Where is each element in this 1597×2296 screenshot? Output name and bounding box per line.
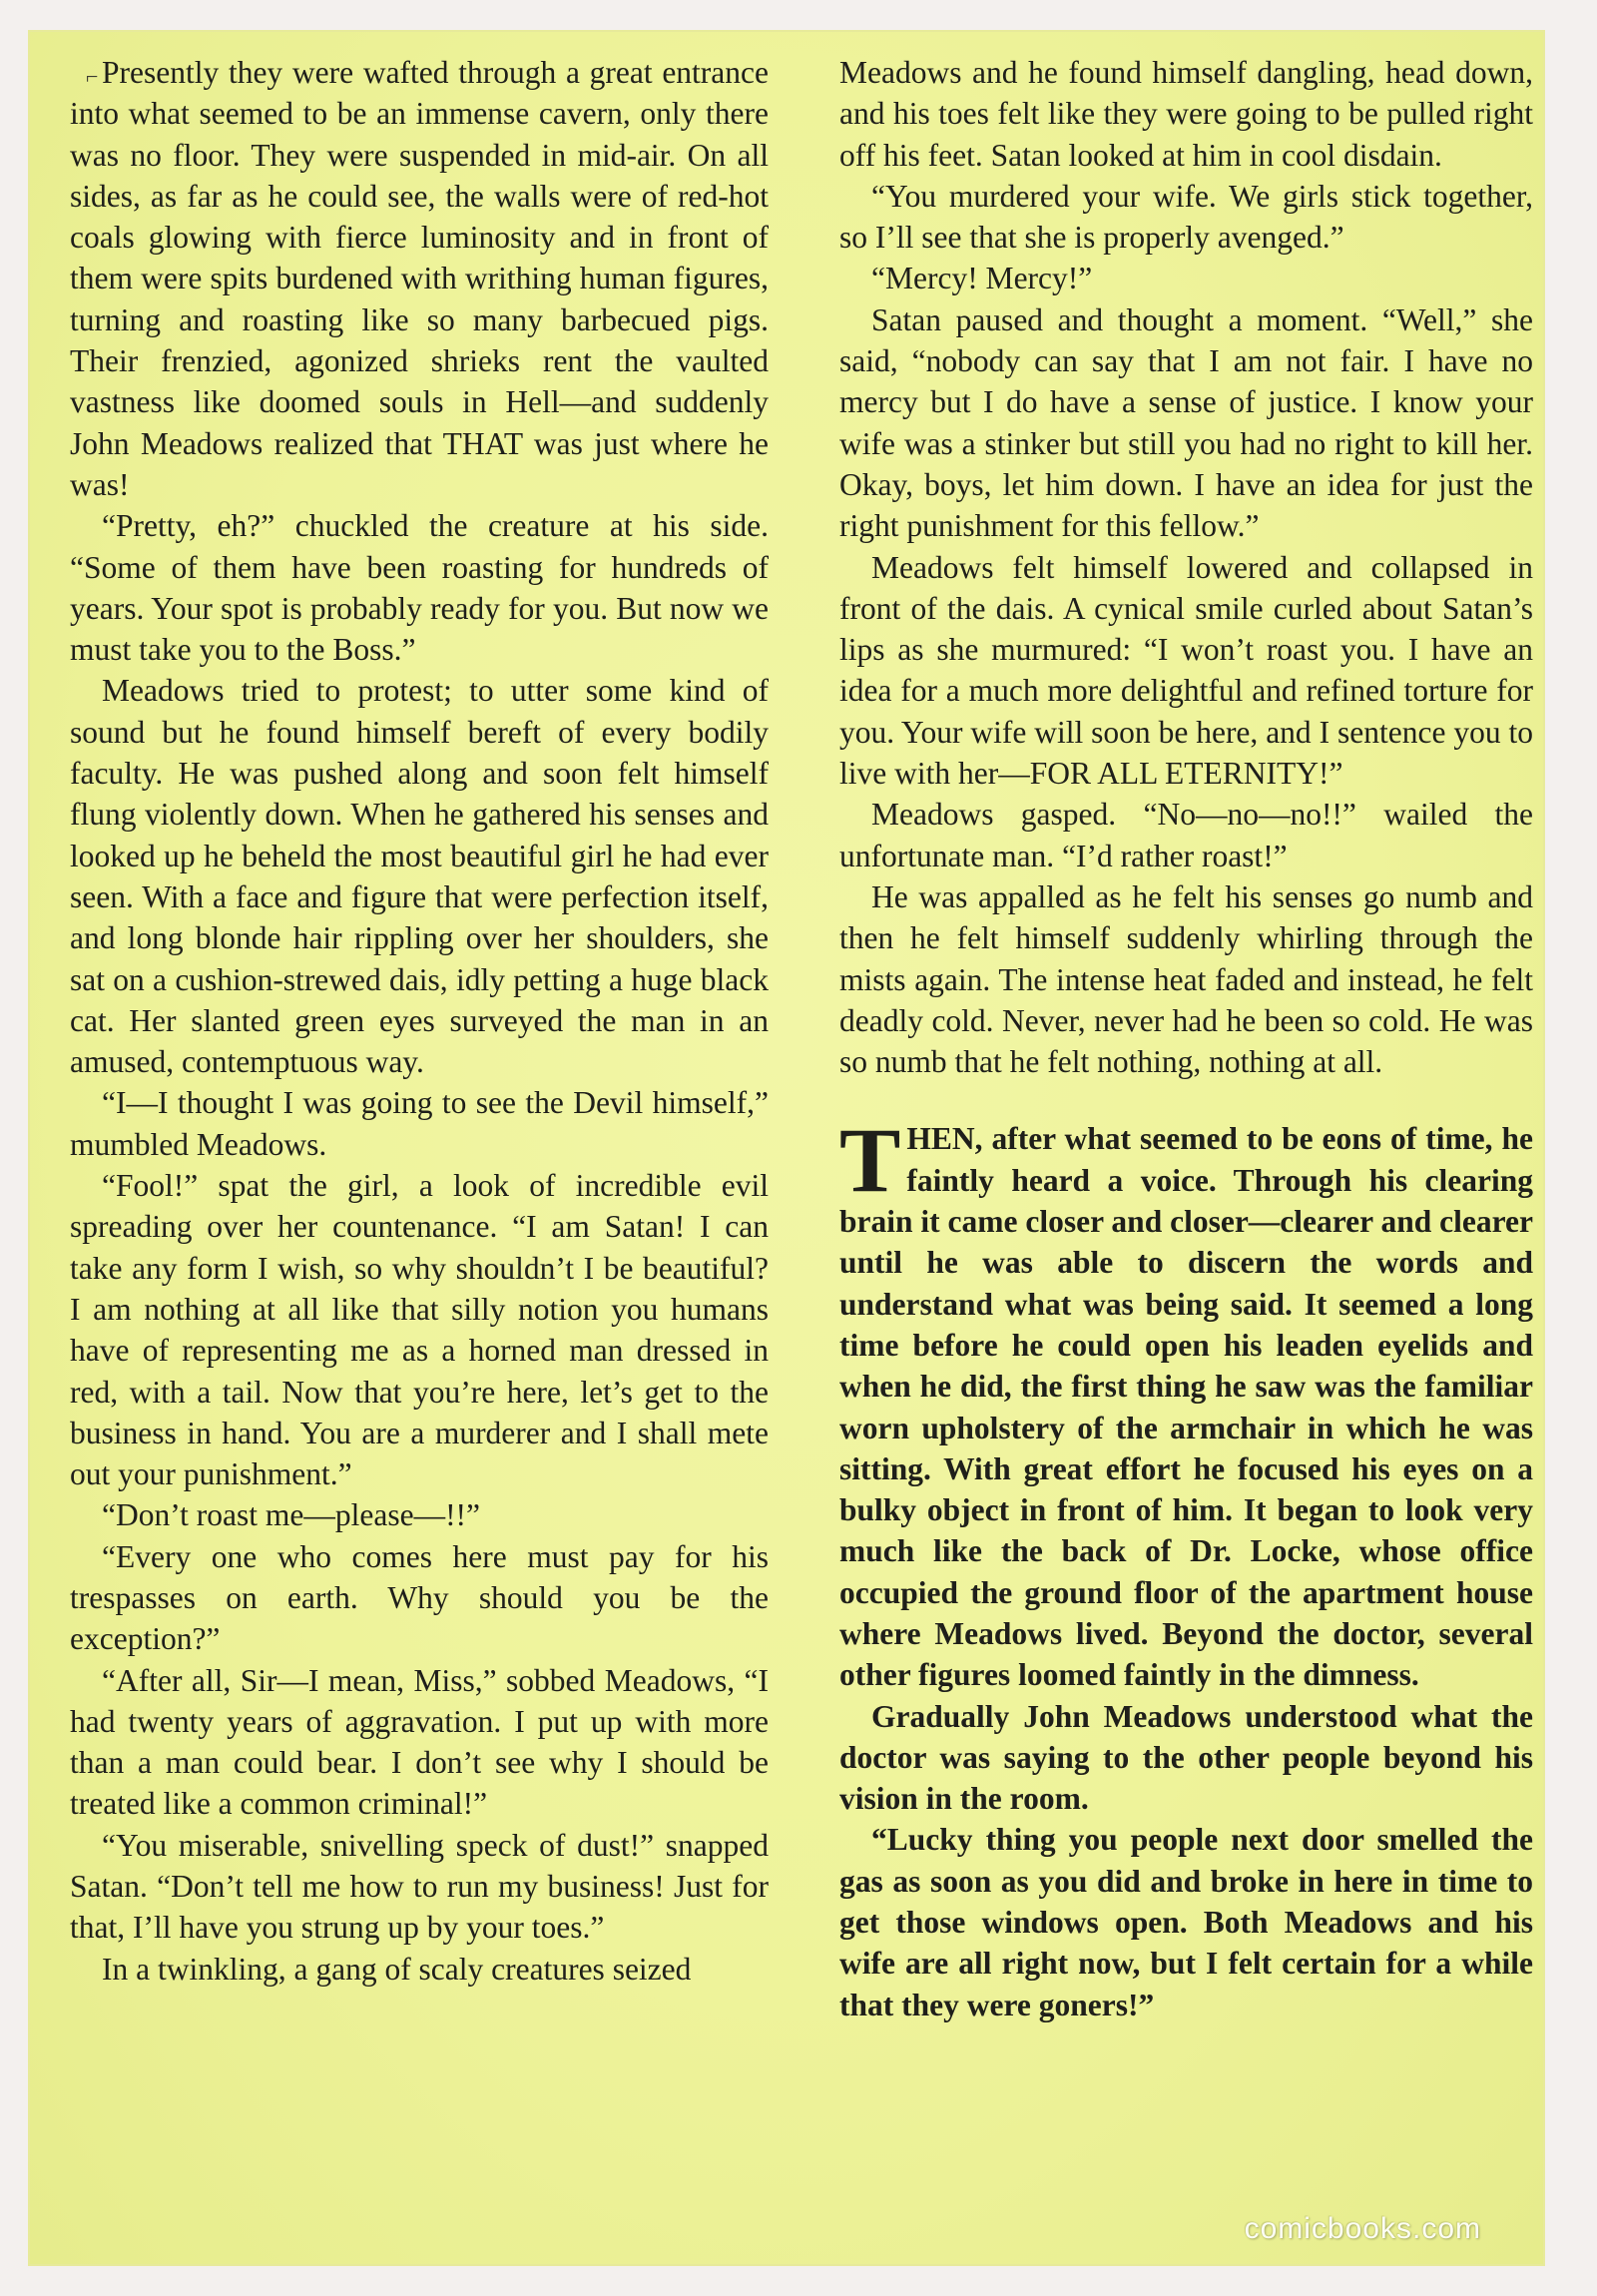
paragraph: “You miserable, snivelling speck of dust!” snapped Satan. “Don’t tell me how to run my business! Just for that, I’ll have you strung up by your toes.” <box>70 1827 769 1946</box>
paragraph: “Fool!” spat the girl, a look of incredible evil spreading over her countenance. “I am Satan! I can take any form I wish, so why shouldn’t I be beautiful? I am nothing at all like that silly notion you humans have of representing me as a horned man dressed in red, with a tail. Now that you’re here, let’s get to the business in hand. You are a murderer and I shall mete out your punishment.” <box>70 1168 769 1492</box>
corner-mark: ⌐ <box>86 64 99 89</box>
paragraph: “You murdered your wife. We girls stick together, so I’ll see that she is properly avenged.” <box>839 178 1533 256</box>
right-column <box>839 52 1533 2025</box>
paragraph: In a twinkling, a gang of scaly creatures seized <box>102 1951 692 1987</box>
continued-paragraph: Meadows and he found himself dangling, head down, and his toes felt like they were going to be pulled right off his feet. Satan looked at him in cool disdain. <box>839 55 1533 173</box>
paragraph: Meadows felt himself lowered and collapsed in front of the dais. A cynical smile curled about Satan’s lips as she murmured: “I won’t roast you. I have an idea for a much more delightful and refined torture for you. Your wife will soon be here, and I sentence you to live with her—FOR ALL ETERNITY!” <box>839 549 1533 792</box>
paragraph: Presently they were wafted through a great entrance into what seemed to be an immense cavern, only there was no floor. They were suspended in mid-air. On all sides, as far as he could see, the walls were of red-hot coals glowing with fierce luminosity and in front of them were spits burdened with writhing human figures, turning and roasting like so many barbecued pigs. Their frenzied, agonized shrieks rent the vaulted vastness like doomed souls in Hell—and suddenly John Meadows realized that THAT was just where he was! <box>70 55 769 502</box>
dropcap-paragraph-text: HEN, after what seemed to be eons of time, he faintly heard a voice. Through his clearing brain it came closer and closer—clearer and clearer until he was able to discern the words and understand what was being said. It seemed a long time before he could open his leaden eyelids and when he did, the first thing he saw was the familiar worn upholstery of the armchair in which he was sitting. With great effort he focused his eyes on a bulky object in front of him. It began to look very much like the back of Dr. Locke, whose office occupied the ground floor of the apartment house where Meadows lived. Beyond the doctor, several other figures loomed faintly in the dimness. <box>839 1121 1533 1693</box>
left-column <box>70 52 769 1990</box>
paragraph: Meadows gasped. “No—no—no!!” wailed the unfortunate man. “I’d rather roast!” <box>839 797 1533 873</box>
paragraph: “I—I thought I was going to see the Devil himself,” mumbled Meadows. <box>70 1085 769 1162</box>
paragraph: Meadows tried to protest; to utter some kind of sound but he found himself bereft of every bodily faculty. He was pushed along and soon felt himself flung violently down. When he gathered his senses and looked up he beheld the most beautiful girl he had ever seen. With a face and figure that were perfection itself, and long blonde hair rippling over her shoulders, she sat on a cushion-strewed dais, idly petting a huge black cat. Her slanted green eyes surveyed the man in an amused, contemptuous way. <box>70 673 769 1080</box>
paragraph: He was appalled as he felt his senses go numb and then he felt himself suddenly whirling through the mists again. The intense heat faded and instead, he felt deadly cold. Never, never had he been so cold. He was so numb that he felt nothing, nothing at all. <box>839 878 1533 1080</box>
watermark: comicbooks.com <box>1244 2212 1481 2245</box>
paragraph: Gradually John Meadows understood what the doctor was saying to the other people beyond his vision in the room. <box>839 1698 1533 1817</box>
paragraph: “Pretty, eh?” chuckled the creature at his side. “Some of them have been roasting for hundreds of years. Your spot is probably ready for you. But now we must take you to the Boss.” <box>70 508 769 668</box>
paragraph: “After all, Sir—I mean, Miss,” sobbed Meadows, “I had twenty years of aggravation. I put up with more than a man could bear. I don’t see why I should be treated like a common criminal!” <box>70 1662 769 1822</box>
text-page <box>28 30 1545 2266</box>
paragraph: “Every one who comes here must pay for his trespasses on earth. Why should you be the exception?” <box>70 1538 769 1657</box>
dropcap-letter: T <box>839 1109 901 1212</box>
paragraph: “Mercy! Mercy!” <box>871 261 1093 296</box>
paragraph: Satan paused and thought a moment. “Well,” she said, “nobody can say that I am not fair. I have no mercy but I do have a sense of justice. I know your wife was a stinker but still you had no right to kill her. Okay, boys, let him down. I have an idea for just the right punishment for this fellow.” <box>839 301 1533 544</box>
dropcap-paragraph <box>839 1109 1533 1695</box>
paragraph: “Don’t roast me—please—!!” <box>102 1497 481 1533</box>
paragraph: “Lucky thing you people next door smelled the gas as soon as you did and broke in here in time to get those windows open. Both Meadows and his wife are all right now, but I felt certain for a while that they were goners!” <box>839 1822 1533 2022</box>
